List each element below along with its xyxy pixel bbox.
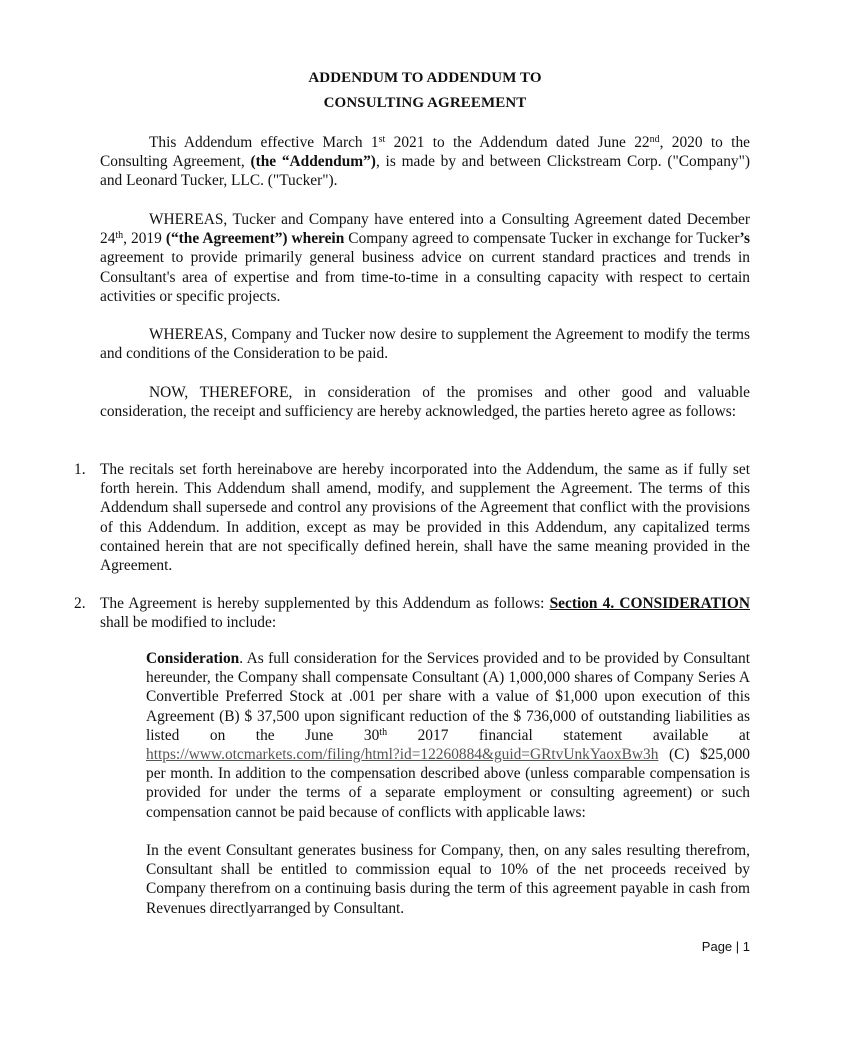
list-item-1 [74, 460, 750, 575]
whereas-paragraph-1 [100, 210, 750, 306]
consideration-paragraph [146, 649, 750, 822]
list-item-2-text-2: shall be modified to include: [100, 614, 277, 632]
whereas1-bold-agreement: (“the Agreement”) wherein [165, 230, 345, 248]
otcmarkets-filing-link[interactable]: https://www.otcmarkets.com/filing/html?id=12260884&guid=GRtvUnkYaoxBw3h [146, 746, 659, 764]
intro-paragraph [100, 133, 750, 191]
intro-sup-2: nd [649, 134, 660, 145]
whereas1-bold-possessive: ’s [739, 230, 751, 248]
intro-sup-1: st [378, 134, 386, 145]
whereas1-text-4: agreement to provide primarily general business advice on current standard practices and trends in Consultant's area of expertise and from time-to-time in a consulting capacity with respect to certain activities or specific projects. [100, 249, 750, 305]
intro-bold-addendum: (the “Addendum”) [250, 153, 376, 171]
consideration-text-2: 2017 financial statement available at [387, 726, 751, 744]
commission-paragraph: In the event Consultant generates business for Company, then, on any sales resulting therefrom, Consultant shall be entitled to commission equal to 10% of the net proceeds received by Company therefrom on a continuing basis during the term of this agreement payable in cash from Revenues directlyarranged by Consultant. [146, 842, 750, 917]
consideration-heading: Consideration [146, 650, 240, 667]
list-item-1-number: 1. [74, 461, 86, 478]
whereas1-text-2: , 2019 [123, 230, 166, 248]
now-therefore-paragraph: NOW, THEREFORE, in consideration of the promises and other good and valuable consideration, the receipt and sufficiency are hereby acknowledged, the parties hereto agree as follows: [100, 384, 750, 421]
whereas1-sup-1: th [115, 230, 124, 242]
consideration-text-3: (C) $25,000 per month. In addition to the compensation described above (unless comparable compensation is provided for under the terms of a separate employment or consulting agreement) or such compensation cannot be paid because of conflicts with applicable laws: [146, 746, 750, 821]
list-item-2-text [100, 594, 750, 632]
intro-text-1: This Addendum effective March 1 [149, 134, 379, 151]
whereas-paragraph-2: WHEREAS, Company and Tucker now desire to supplement the Agreement to modify the terms and conditions of the Consideration to be paid. [100, 326, 750, 363]
consideration-sup-1: th [379, 726, 388, 738]
whereas1-text-3: Company agreed to compensate Tucker in exchange for Tucker [344, 230, 740, 248]
intro-text-3: , 2020 to the Consulting Agreement, [100, 134, 750, 171]
consideration-text-1: . As full consideration for the Services provided and to be provided by Consultant hereunder, the Company shall compensate Consultant (A) 1,000,000 shares of Company Series A Convertible Preferred Stock at .001 per share with a value of $1,000 upon execution of this Agreement (B) $ 37,500 upon significant reduction of the $ 736,000 of outstanding liabilities as listed on the June 30 [146, 650, 750, 744]
list-item-2-number: 2. [74, 595, 86, 612]
document-title-line-2: CONSULTING AGREEMENT [323, 95, 527, 111]
intro-text-2: 2021 to the Addendum dated June 22 [385, 134, 650, 151]
list-item-1-text: The recitals set forth hereinabove are hereby incorporated into the Addendum, the same as if fully set forth herein. This Addendum shall amend, modify, and supplement the Agreement. The terms of this Addendum shall supersede and control any provisions of the Agreement that conflict with the provisions of this Addendum. In addition, except as may be provided in this Addendum, any capitalized terms contained herein that are not specifically defined herein, shall have the same meaning provided in the Agreement. [100, 461, 750, 575]
document-title-line-1: ADDENDUM TO ADDENDUM TO [308, 70, 542, 86]
whereas1-text-1: WHEREAS, Tucker and Company have entered into a Consulting Agreement dated December 24 [100, 211, 750, 248]
section-4-consideration-heading: Section 4. CONSIDERATION [549, 595, 750, 612]
list-item-2-text-1: The Agreement is hereby supplemented by this Addendum as follows: [100, 595, 550, 612]
page-number-footer: Page | 1 [701, 939, 750, 954]
intro-text-4: , is made by and between Clickstream Corp. ("Company") and Leonard Tucker, LLC. ("Tucker"). [100, 153, 750, 190]
list-item-2 [74, 594, 750, 632]
